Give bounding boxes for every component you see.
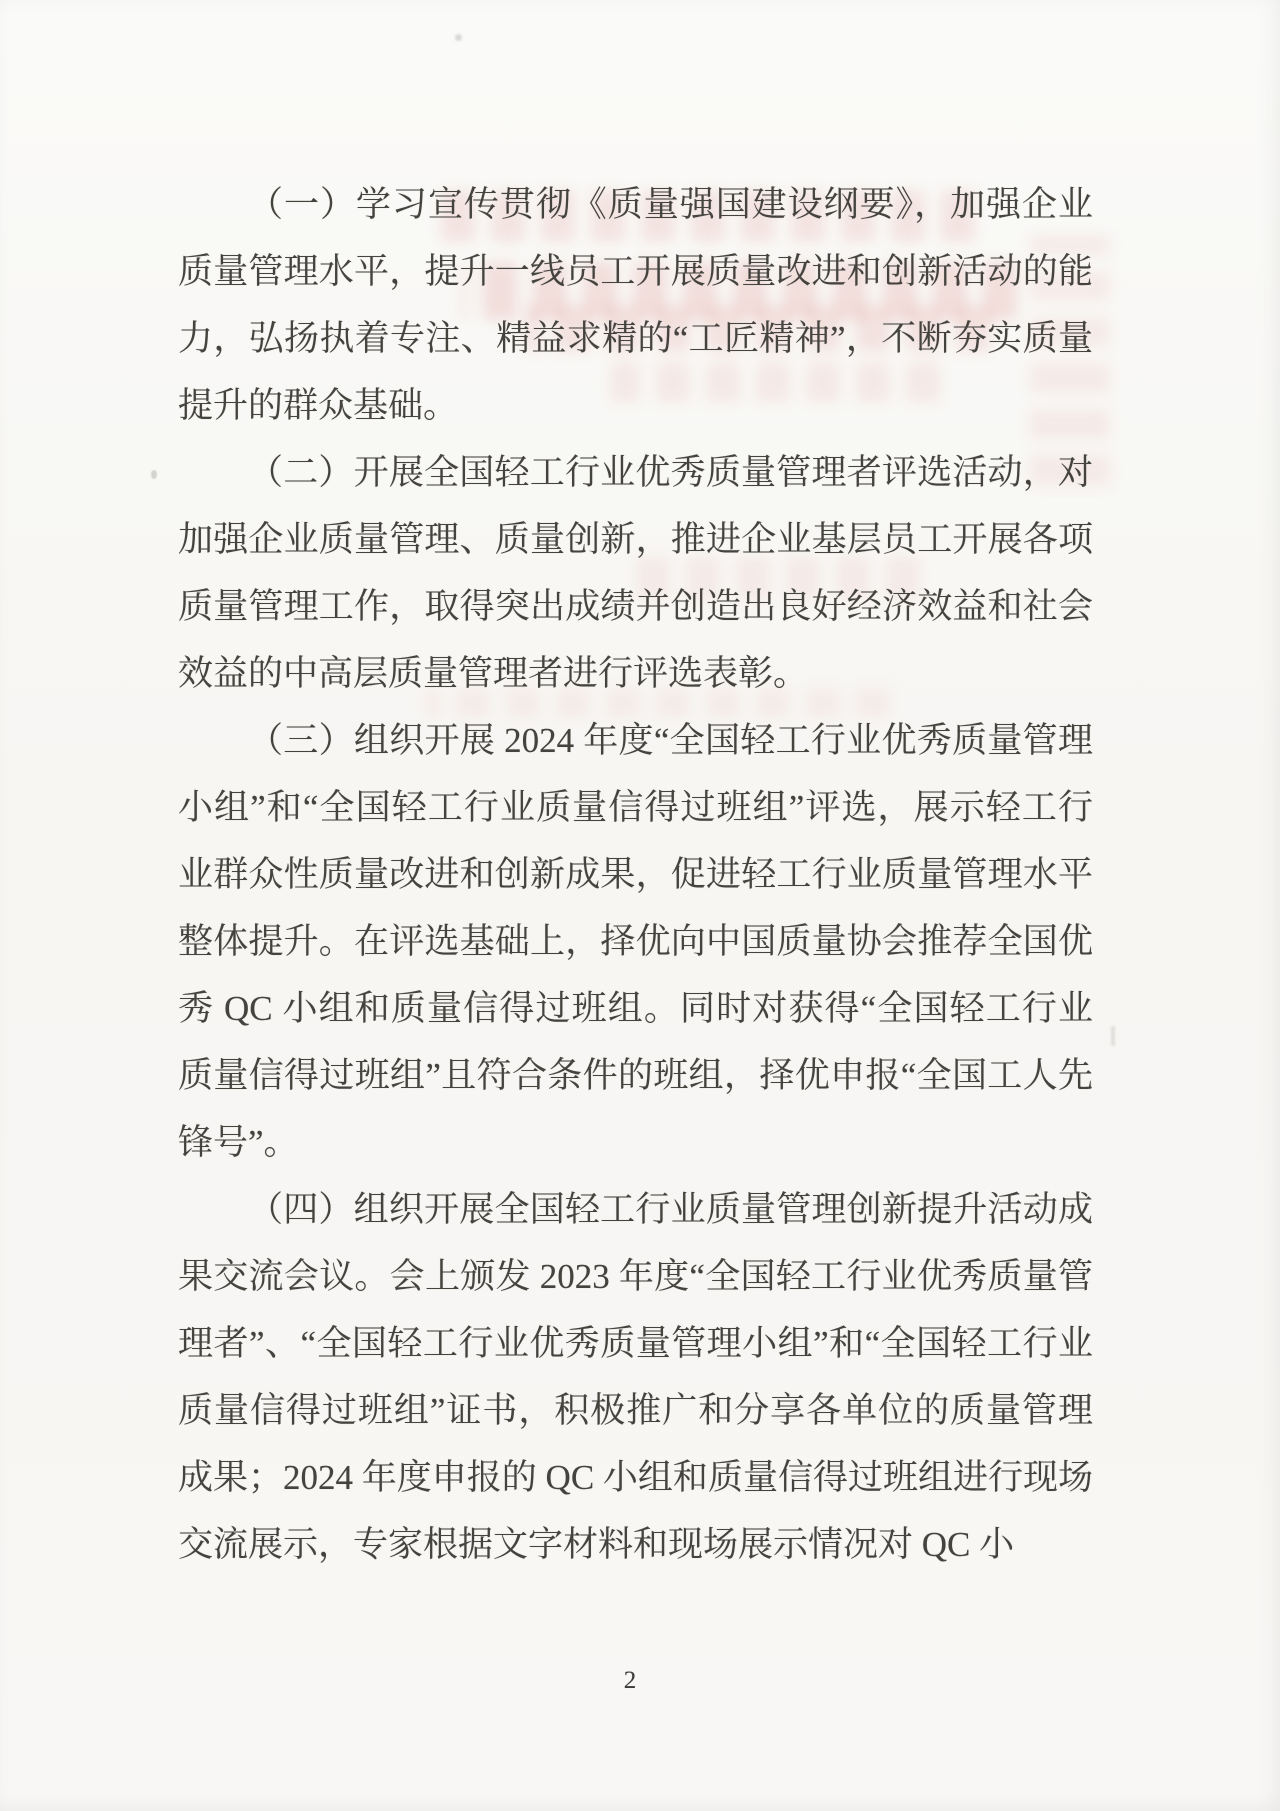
scan-speck — [455, 34, 462, 41]
body-paragraph-2: （二）开展全国轻工行业优秀质量管理者评选活动，对加强企业质量管理、质量创新，推进企业基层员工开展各项质量管理工作，取得突出成绩并创造出良好经济效益和社会效益的中高层质量管理者进行评选表彰。 — [178, 453, 1093, 693]
page-number: 2 — [623, 1667, 637, 1694]
body-paragraph-4: （四）组织开展全国轻工行业质量管理创新提升活动成果交流会议。会上颁发 2023 年度“全国轻工行业优秀质量管理者”、“全国轻工行业优秀质量管理小组”和“全国轻工行业质量信得过班组”证书，积极推广和分享各单位的质量管理成果；2024 年度申报的 QC 小组和质量信得过班组进行现场交流展示，专家根据文字材料和现场展示情况对 QC 小 — [178, 1190, 1093, 1564]
document-body — [178, 171, 1093, 1578]
scan-speck — [151, 470, 157, 479]
body-paragraph-1: （一）学习宣传贯彻《质量强国建设纲要》，加强企业质量管理水平，提升一线员工开展质量改进和创新活动的能力，弘扬执着专注、精益求精的“工匠精神”，不断夯实质量提升的群众基础。 — [178, 185, 1093, 425]
body-paragraph-3: （三）组织开展 2024 年度“全国轻工行业优秀质量管理小组”和“全国轻工行业质量信得过班组”评选，展示轻工行业群众性质量改进和创新成果，促进轻工行业质量管理水平整体提升。在评选基础上，择优向中国质量协会推荐全国优秀 QC 小组和质量信得过班组。同时对获得“全国轻工行业质量信得过班组”且符合条件的班组，择优申报“全国工人先锋号”。 — [178, 721, 1093, 1162]
scan-speck — [1111, 1026, 1115, 1046]
